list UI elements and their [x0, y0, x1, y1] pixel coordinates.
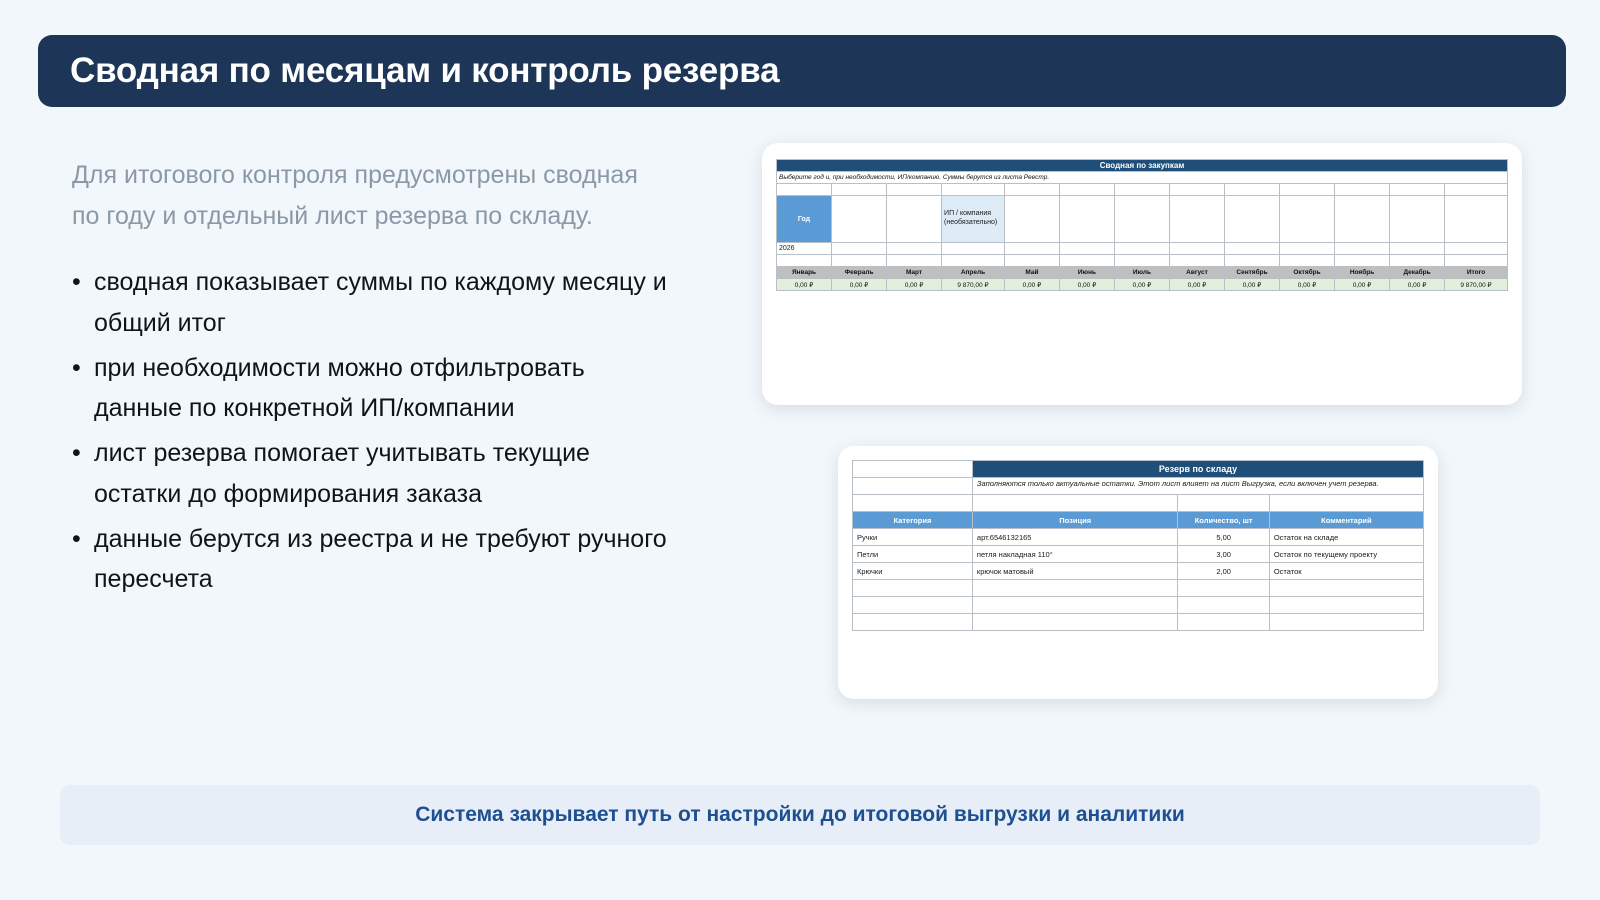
table-row	[777, 172, 1508, 184]
cell-comment: Остаток	[1269, 563, 1423, 580]
cell	[777, 255, 832, 267]
cell	[942, 255, 1005, 267]
list-item-label: лист резерва помогает учитывать текущие остатки до формирования заказа	[94, 439, 590, 508]
amount-cell: 0,00 ₽	[1004, 279, 1059, 291]
amount-cell: 0,00 ₽	[1335, 279, 1390, 291]
cell	[1114, 243, 1169, 255]
table-row	[853, 580, 1424, 597]
cell	[832, 255, 887, 267]
cell	[832, 184, 887, 196]
cell	[1445, 243, 1508, 255]
cell	[1004, 184, 1059, 196]
cell	[1335, 184, 1390, 196]
amount-cell: 0,00 ₽	[887, 279, 942, 291]
cell-category	[853, 614, 973, 631]
column-header-comment: Комментарий	[1269, 512, 1423, 529]
cell	[887, 184, 942, 196]
amount-cell: 0,00 ₽	[1169, 279, 1224, 291]
cell-category	[853, 580, 973, 597]
month-header: Март	[887, 267, 942, 279]
cell	[832, 196, 887, 243]
cell	[1059, 184, 1114, 196]
cell	[853, 495, 973, 512]
cell	[1224, 184, 1279, 196]
cell-comment	[1269, 580, 1423, 597]
cell	[887, 255, 942, 267]
month-header: Май	[1004, 267, 1059, 279]
month-header: Октябрь	[1280, 267, 1335, 279]
slide-header	[38, 35, 1566, 107]
cell	[1114, 196, 1169, 243]
filter-year-header: Год	[777, 196, 832, 243]
cell	[1390, 255, 1445, 267]
cell	[972, 495, 1178, 512]
table-row	[853, 597, 1424, 614]
table-row	[777, 255, 1508, 267]
cell-comment	[1269, 614, 1423, 631]
amount-cell: 0,00 ₽	[1224, 279, 1279, 291]
bullet-list	[72, 262, 672, 600]
cell	[1280, 196, 1335, 243]
cell	[1178, 495, 1269, 512]
cell	[942, 184, 1005, 196]
cell	[1390, 184, 1445, 196]
cell	[1004, 243, 1059, 255]
cell	[853, 478, 973, 495]
list-item	[72, 262, 672, 344]
left-content-column	[72, 155, 672, 604]
cell-comment: Остаток по текущему проекту	[1269, 546, 1423, 563]
month-header: Август	[1169, 267, 1224, 279]
year-value-cell[interactable]: 2026	[777, 243, 832, 255]
table-row	[853, 614, 1424, 631]
cell	[1169, 243, 1224, 255]
filter-company-header: ИП / компания (необязательно)	[942, 196, 1005, 243]
cell-comment	[1269, 597, 1423, 614]
cell	[853, 461, 973, 478]
cell	[1169, 255, 1224, 267]
amount-cell: 0,00 ₽	[777, 279, 832, 291]
summary-sheet-table	[776, 159, 1508, 291]
summary-sheet-screenshot	[762, 143, 1522, 405]
amount-cell: 9 870,00 ₽	[942, 279, 1005, 291]
bullet-marker: •	[72, 353, 81, 382]
table-row	[777, 243, 1508, 255]
cell-category	[853, 597, 973, 614]
column-header-category: Категория	[853, 512, 973, 529]
cell-position	[972, 614, 1178, 631]
list-item	[72, 519, 672, 601]
sheet-note: Заполняются только актуальные остатки. Этот лист влияет на лист Выгрузка, если включен учет резерва.	[972, 478, 1423, 495]
cell-position	[972, 597, 1178, 614]
amount-cell: 0,00 ₽	[832, 279, 887, 291]
cell-category: Ручки	[853, 529, 973, 546]
cell	[1224, 255, 1279, 267]
bullet-marker: •	[72, 524, 81, 553]
table-row	[853, 529, 1424, 546]
cell	[1335, 243, 1390, 255]
table-row	[777, 196, 1508, 243]
cell	[1114, 184, 1169, 196]
cell	[1114, 255, 1169, 267]
cell	[1445, 184, 1508, 196]
month-header: Январь	[777, 267, 832, 279]
cell	[1280, 243, 1335, 255]
cell	[1224, 196, 1279, 243]
cell-quantity: 5,00	[1178, 529, 1269, 546]
column-header-position: Позиция	[972, 512, 1178, 529]
cell	[1004, 255, 1059, 267]
table-row-column-headers	[853, 512, 1424, 529]
amount-cell: 0,00 ₽	[1059, 279, 1114, 291]
cell	[1169, 184, 1224, 196]
cell-position: крючок матовый	[972, 563, 1178, 580]
list-item-label: сводная показывает суммы по каждому месяцу и общий итог	[94, 268, 667, 337]
cell	[1169, 196, 1224, 243]
reserve-sheet-screenshot	[838, 446, 1438, 699]
cell-quantity	[1178, 614, 1269, 631]
month-header: Февраль	[832, 267, 887, 279]
cell	[832, 243, 887, 255]
month-header: Сентябрь	[1224, 267, 1279, 279]
cell-position	[972, 580, 1178, 597]
month-header: Июнь	[1059, 267, 1114, 279]
cell	[1335, 255, 1390, 267]
footer-banner	[60, 785, 1540, 845]
list-item-label: данные берутся из реестра и не требуют ручного пересчета	[94, 524, 667, 594]
cell	[1059, 196, 1114, 243]
cell-category: Петли	[853, 546, 973, 563]
intro-paragraph: Для итогового контроля предусмотрены сводная по году и отдельный лист резерва по складу.	[72, 161, 638, 230]
cell-quantity: 3,00	[1178, 546, 1269, 563]
table-row	[777, 184, 1508, 196]
cell-position: арт.6546132165	[972, 529, 1178, 546]
amount-cell: 0,00 ₽	[1390, 279, 1445, 291]
month-header: Ноябрь	[1335, 267, 1390, 279]
table-row-amounts	[777, 279, 1508, 291]
cell-quantity	[1178, 597, 1269, 614]
month-header: Апрель	[942, 267, 1005, 279]
cell-category: Крючки	[853, 563, 973, 580]
page-title: Сводная по месяцам и контроль резерва	[70, 50, 780, 90]
cell	[1059, 243, 1114, 255]
footer-text: Система закрывает путь от настройки до итоговой выгрузки и аналитики	[415, 803, 1185, 826]
sheet-note: Выберите год и, при необходимости, ИП/компанию. Суммы берутся из листа Реестр.	[777, 172, 1508, 184]
cell	[1445, 196, 1508, 243]
amount-cell: 0,00 ₽	[1114, 279, 1169, 291]
table-row	[853, 461, 1424, 478]
bullet-marker: •	[72, 439, 81, 467]
table-row	[853, 546, 1424, 563]
sheet-title: Резерв по складу	[972, 461, 1423, 478]
cell	[1224, 243, 1279, 255]
list-item	[72, 348, 672, 430]
month-header: Итого	[1445, 267, 1508, 279]
cell	[887, 243, 942, 255]
table-row-month-headers	[777, 267, 1508, 279]
cell	[777, 184, 832, 196]
amount-cell: 0,00 ₽	[1280, 279, 1335, 291]
cell[interactable]	[942, 243, 1005, 255]
month-header: Июль	[1114, 267, 1169, 279]
cell-quantity	[1178, 580, 1269, 597]
month-header: Декабрь	[1390, 267, 1445, 279]
bullet-marker: •	[72, 268, 81, 296]
cell	[1059, 255, 1114, 267]
column-header-quantity: Количество, шт	[1178, 512, 1269, 529]
cell	[1280, 255, 1335, 267]
cell	[887, 196, 942, 243]
cell-quantity: 2,00	[1178, 563, 1269, 580]
table-row	[853, 478, 1424, 495]
reserve-sheet-table	[852, 460, 1424, 631]
list-item-label: при необходимости можно отфильтровать данные по конкретной ИП/компании	[94, 353, 585, 423]
sheet-title: Сводная по закупкам	[777, 160, 1508, 172]
cell	[1335, 196, 1390, 243]
cell	[1280, 184, 1335, 196]
cell	[1445, 255, 1508, 267]
table-row	[853, 563, 1424, 580]
cell	[1390, 243, 1445, 255]
table-row	[777, 160, 1508, 172]
cell	[1390, 196, 1445, 243]
list-item	[72, 433, 672, 515]
cell	[1269, 495, 1423, 512]
cell-comment: Остаток на складе	[1269, 529, 1423, 546]
cell	[1004, 196, 1059, 243]
cell-position: петля накладная 110°	[972, 546, 1178, 563]
amount-total-cell: 9 870,00 ₽	[1445, 279, 1508, 291]
table-row	[853, 495, 1424, 512]
